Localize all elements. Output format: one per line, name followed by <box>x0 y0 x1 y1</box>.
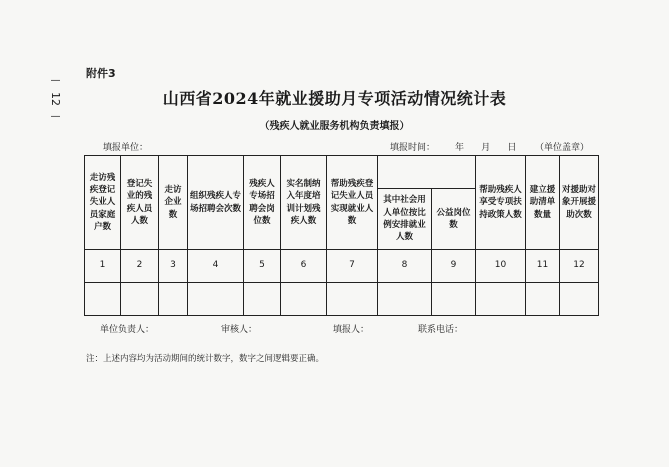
header-cell-3: 走访企业数 <box>159 156 188 250</box>
reviewer-label: 审核人： <box>221 325 258 335</box>
header-cell-4: 组织残疾人专场招聘会次数 <box>188 156 244 250</box>
column-number: 1 <box>85 250 121 283</box>
column-number: 2 <box>121 250 159 283</box>
fill-time-year: 年 <box>455 143 465 153</box>
column-number: 9 <box>432 250 476 283</box>
header-cell-6: 实名制纳入年度培训计划残疾人数 <box>281 156 327 250</box>
page-subtitle: （残疾人就业服务机构负责填报） <box>259 121 410 132</box>
page-title: 山西省2024年就业援助月专项活动情况统计表 <box>162 89 507 108</box>
header-cell-9: 公益岗位数 <box>432 189 476 250</box>
column-number: 7 <box>327 250 378 283</box>
column-number: 4 <box>188 250 244 283</box>
header-group-blank <box>378 156 476 189</box>
fill-time-label: 填报时间： <box>390 143 436 153</box>
column-number: 10 <box>476 250 526 283</box>
header-cell-1: 走访残疾登记失业人员家庭户数 <box>85 156 121 250</box>
data-cell[interactable] <box>432 283 476 316</box>
data-cell[interactable] <box>244 283 281 316</box>
column-number: 11 <box>526 250 560 283</box>
page-number-value: 12 <box>49 92 62 106</box>
filler-label: 填报人： <box>333 325 370 335</box>
data-cell[interactable] <box>159 283 188 316</box>
data-cell[interactable] <box>327 283 378 316</box>
column-number: 3 <box>159 250 188 283</box>
header-cell-2: 登记失业的残疾人员人数 <box>121 156 159 250</box>
data-cell[interactable] <box>85 283 121 316</box>
data-cell[interactable] <box>281 283 327 316</box>
fill-time <box>390 140 516 153</box>
statistics-table <box>84 155 599 316</box>
column-number: 8 <box>378 250 432 283</box>
header-cell-7: 帮助残疾登记失业人员实现就业人数 <box>327 156 378 250</box>
data-cell[interactable] <box>121 283 159 316</box>
data-cell[interactable] <box>188 283 244 316</box>
header-cell-5: 残疾人专场招聘会岗位数 <box>244 156 281 250</box>
data-cell[interactable] <box>560 283 599 316</box>
data-cell[interactable] <box>378 283 432 316</box>
phone-label: 联系电话： <box>418 325 464 335</box>
header-cell-10: 帮助残疾人享受专项扶持政策人数 <box>476 156 526 250</box>
column-number: 12 <box>560 250 599 283</box>
page-number-dash-top: — <box>50 75 61 86</box>
fill-seal-label: （单位盖章） <box>535 143 590 153</box>
data-cell[interactable] <box>476 283 526 316</box>
column-number: 5 <box>244 250 281 283</box>
column-number-row <box>85 250 599 283</box>
header-cell-12: 对援助对象开展援助次数 <box>560 156 599 250</box>
annex-label: 附件3 <box>86 67 116 80</box>
footnote: 注：上述内容均为活动期间的统计数字，数字之间逻辑要正确。 <box>86 354 325 364</box>
fill-unit-label: 填报单位： <box>103 143 149 153</box>
fill-time-month: 月 <box>481 143 491 153</box>
data-entry-row <box>85 283 599 316</box>
unit-head-label: 单位负责人： <box>100 325 155 335</box>
header-cell-11: 建立援助清单数量 <box>526 156 560 250</box>
data-cell[interactable] <box>526 283 560 316</box>
fill-time-day: 日 <box>507 143 517 153</box>
page-number-dash-bottom: — <box>50 111 61 122</box>
column-number: 6 <box>281 250 327 283</box>
header-cell-8: 其中社会用人单位按比例安排就业人数 <box>378 189 432 250</box>
